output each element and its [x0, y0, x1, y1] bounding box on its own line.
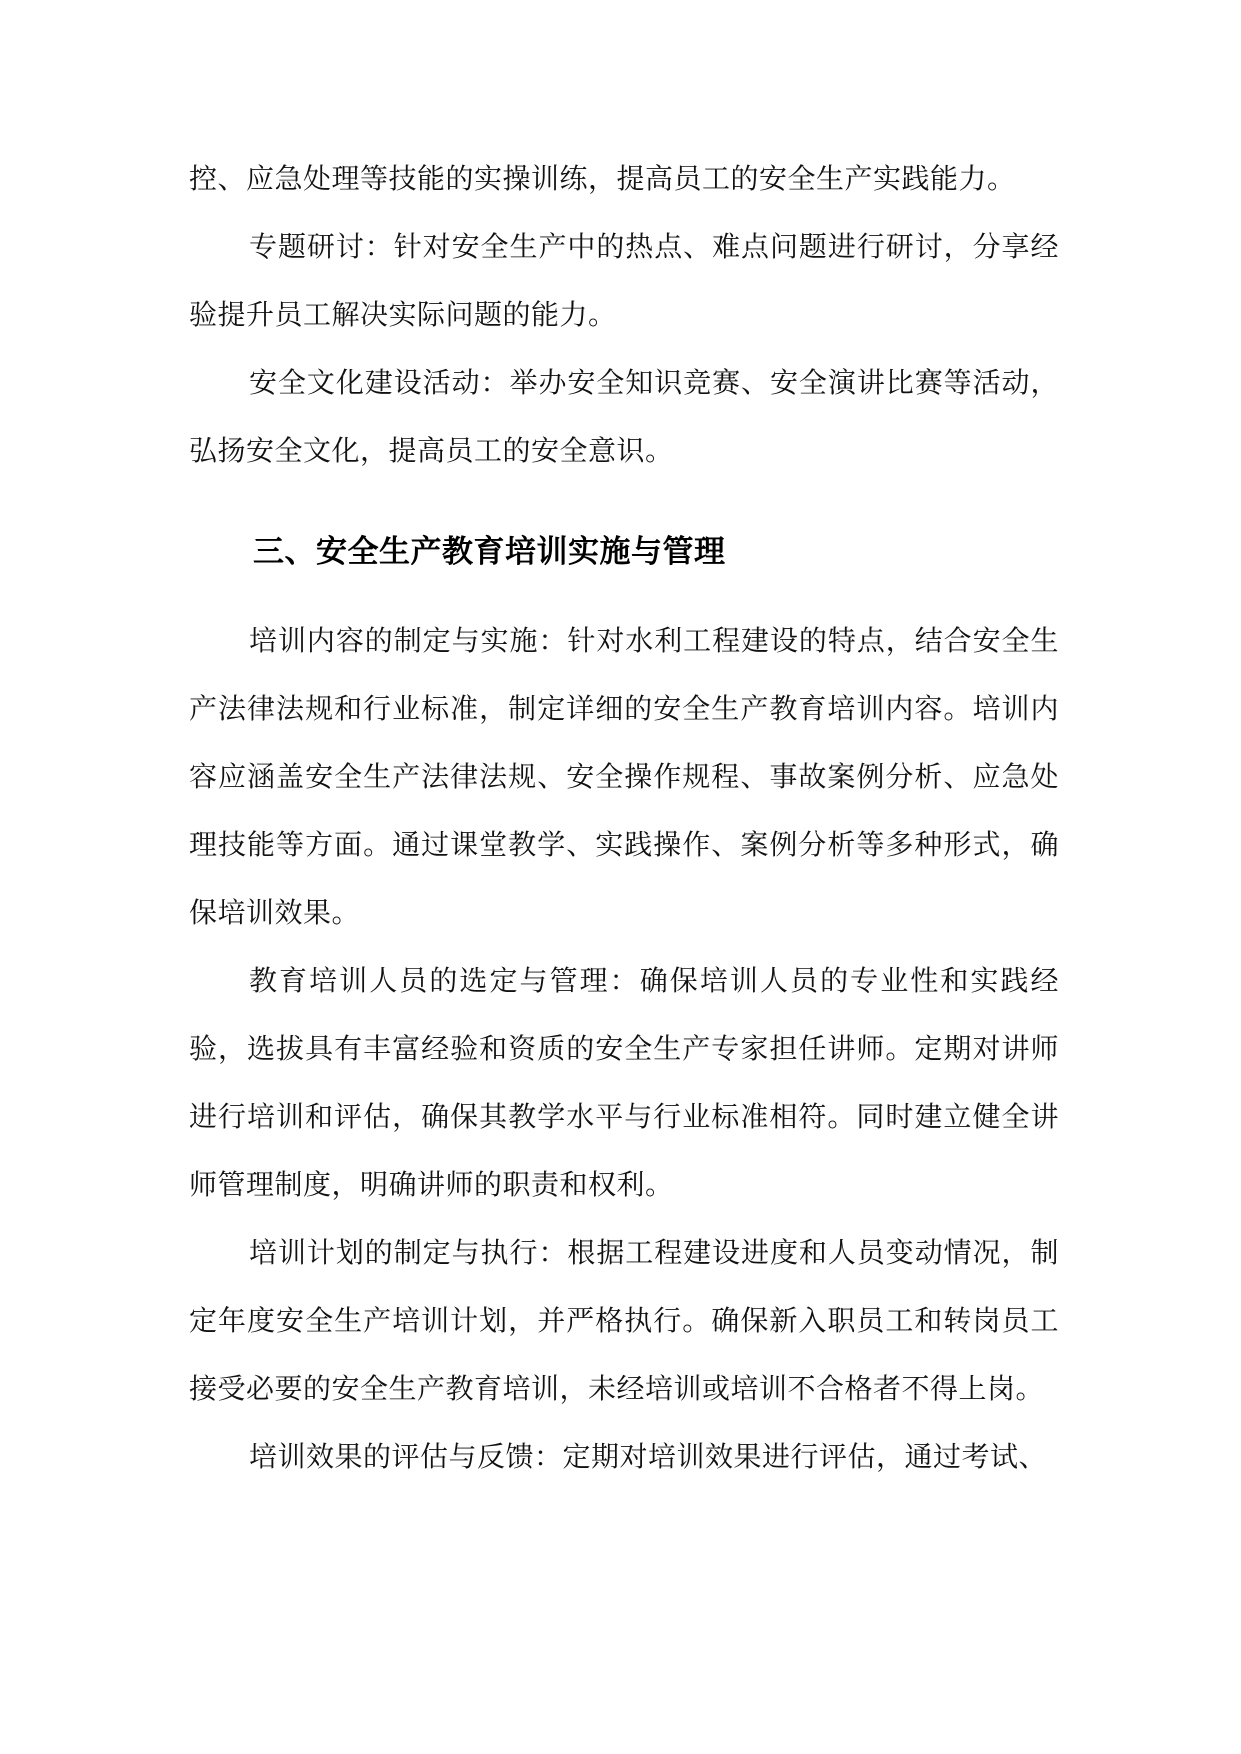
document-body [189, 145, 1059, 1491]
paragraph-special-seminar: 专题研讨：针对安全生产中的热点、难点问题进行研讨，分享经验提升员工解决实际问题的能力。 [189, 230, 1059, 331]
paragraph-training-content: 培训内容的制定与实施：针对水利工程建设的特点，结合安全生产法律法规和行业标准，制定详细的安全生产教育培训内容。培训内容应涵盖安全生产法律法规、安全操作规程、事故案例分析、应急处理技能等方面。通过课堂教学、实践操作、案例分析等多种形式，确保培训效果。 [189, 624, 1059, 929]
paragraph-safety-culture: 安全文化建设活动：举办安全知识竞赛、安全演讲比赛等活动，弘扬安全文化，提高员工的安全意识。 [189, 366, 1059, 467]
paragraph-trainer-selection: 教育培训人员的选定与管理：确保培训人员的专业性和实践经验，选拔具有丰富经验和资质的安全生产专家担任讲师。定期对讲师进行培训和评估，确保其教学水平与行业标准相符。同时建立健全讲师管理制度，明确讲师的职责和权利。 [189, 964, 1059, 1201]
paragraph-continuation: 控、应急处理等技能的实操训练，提高员工的安全生产实践能力。 [189, 162, 1016, 195]
paragraph-training-plan: 培训计划的制定与执行：根据工程建设进度和人员变动情况，制定年度安全生产培训计划，并严格执行。确保新入职员工和转岗员工接受必要的安全生产教育培训，未经培训或培训不合格者不得上岗。 [189, 1236, 1059, 1405]
paragraph-training-evaluation: 培训效果的评估与反馈：定期对培训效果进行评估，通过考试、 [249, 1440, 1048, 1473]
section-heading: 三、安全生产教育培训实施与管理 [253, 534, 726, 570]
